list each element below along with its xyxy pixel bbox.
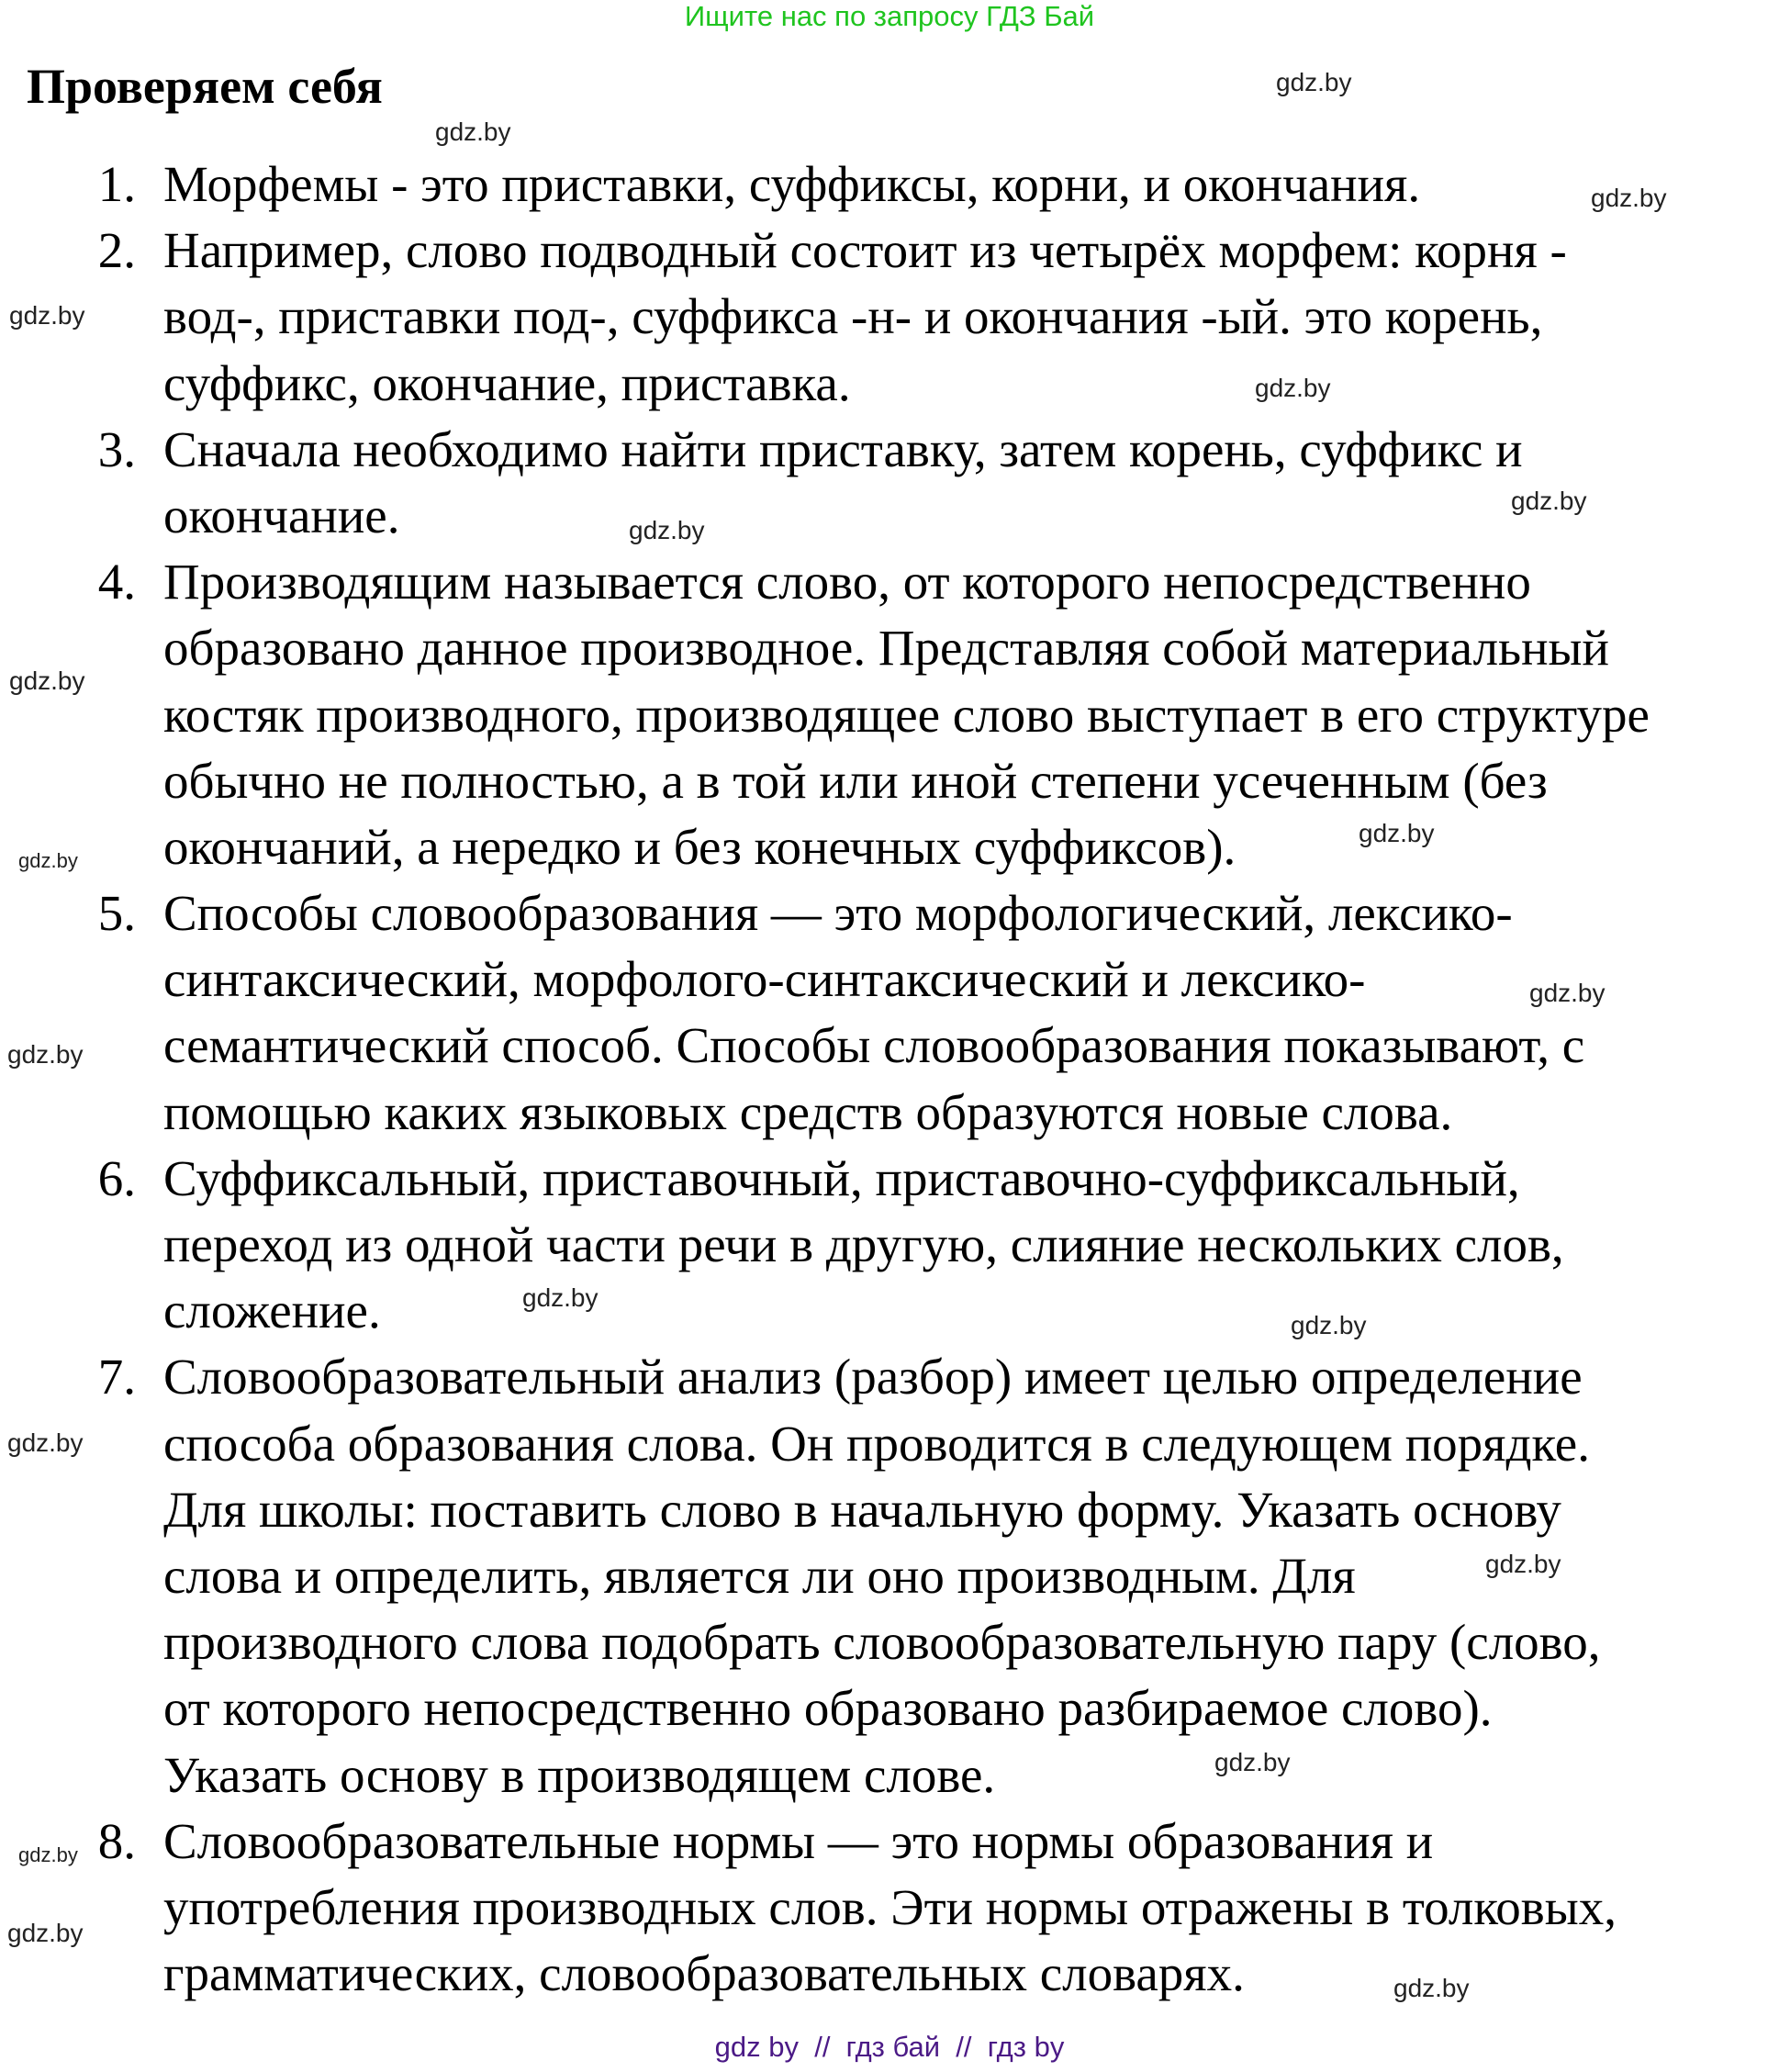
watermark: gdz.by — [1485, 1550, 1561, 1578]
watermark: gdz.by — [1291, 1311, 1367, 1339]
answer-line — [0, 1941, 1779, 2007]
item-number: 2. — [97, 222, 136, 279]
answer-line — [0, 1742, 1779, 1809]
answer-text: производного слова подобрать словообразовательную пару (слово, — [163, 1614, 1601, 1671]
watermark: gdz.by — [1276, 68, 1352, 96]
answer-line — [0, 284, 1779, 350]
answer-line — [0, 1278, 1779, 1344]
answer-text: Способы словообразования — это морфологический, лексико- — [163, 885, 1513, 942]
answer-text: суффикс, окончание, приставка. — [163, 354, 851, 411]
watermark: gdz.by — [1591, 184, 1667, 212]
answer-text: окончание. — [163, 487, 400, 543]
answer-text: образовано данное производное. Представляя собой материальный — [163, 620, 1609, 677]
answer-line — [0, 218, 1779, 284]
answer-text: употребления производных слов. Эти нормы отражены в толковых, — [163, 1878, 1617, 1935]
watermark: gdz.by — [435, 118, 511, 146]
answer-line — [0, 1411, 1779, 1477]
answer-text: Например, слово подводный состоит из четырёх морфем: корня - — [163, 222, 1567, 279]
answer-text: Для школы: поставить слово в начальную форму. Указать основу — [163, 1481, 1561, 1538]
page-title: Проверяем себя — [27, 59, 383, 114]
item-number: 1. — [97, 156, 136, 212]
answer-text: Морфемы - это приставки, суффиксы, корни, и окончания. — [163, 156, 1421, 212]
item-number: 3. — [97, 420, 136, 477]
answer-line — [0, 1875, 1779, 1941]
answer-line — [0, 814, 1779, 880]
answer-line — [0, 1675, 1779, 1742]
answer-line — [0, 1013, 1779, 1079]
search-banner: Ищите нас по запросу ГДЗ Бай — [684, 0, 1095, 32]
answer-text: сложение. — [163, 1282, 381, 1339]
answer-line — [0, 1212, 1779, 1278]
answer-line — [0, 549, 1779, 615]
answer-text: Указать основу в производящем слове. — [163, 1746, 996, 1803]
answer-text: от которого непосредственно образовано разбираемое слово). — [163, 1680, 1493, 1737]
answer-text: слова и определить, является ли оно производным. Для — [163, 1547, 1356, 1604]
answer-line — [0, 151, 1779, 218]
answer-text: Словообразовательные нормы — это нормы образования и — [163, 1812, 1434, 1869]
answer-text: Сначала необходимо найти приставку, затем корень, суффикс и — [163, 420, 1523, 477]
answer-line — [0, 1609, 1779, 1675]
item-number: 7. — [97, 1349, 136, 1406]
watermark: gdz.by — [629, 516, 705, 544]
watermark: gdz.by — [7, 1919, 84, 1947]
watermark: gdz.by — [18, 1843, 78, 1866]
item-number: 5. — [97, 885, 136, 942]
answers-list — [0, 151, 1779, 2007]
answer-line — [0, 1344, 1779, 1410]
watermark: gdz.by — [7, 1428, 84, 1457]
answer-text: синтаксический, морфолого-синтаксический и лексико- — [163, 951, 1366, 1008]
answer-text: способа образования слова. Он проводится в следующем порядке. — [163, 1415, 1590, 1472]
watermark: gdz.by — [7, 1040, 84, 1069]
watermark: gdz.by — [1214, 1748, 1291, 1776]
answer-text: Словообразовательный анализ (разбор) имеет целью определение — [163, 1349, 1583, 1406]
answer-text: вод-, приставки под-, суффикса -н- и окончания -ый. это корень, — [163, 288, 1543, 345]
watermark: gdz.by — [1529, 979, 1606, 1007]
answer-line — [0, 417, 1779, 483]
answer-line — [0, 682, 1779, 748]
answer-line — [0, 1080, 1779, 1146]
answer-line — [0, 615, 1779, 681]
watermark: gdz.by — [1393, 1974, 1470, 2002]
answer-text: обычно не полностью, а в той или иной степени усеченным (без — [163, 752, 1548, 809]
answer-text: семантический способ. Способы словообразования показывают, с — [163, 1017, 1585, 1074]
footer-banner: gdz by // гдз бай // гдз by — [714, 2031, 1065, 2063]
answer-line — [0, 1477, 1779, 1543]
watermark: gdz.by — [1511, 487, 1587, 515]
answer-line — [0, 880, 1779, 946]
item-number: 6. — [97, 1149, 136, 1206]
watermark: gdz.by — [1359, 819, 1435, 847]
answer-line — [0, 946, 1779, 1013]
watermark: gdz.by — [18, 849, 78, 872]
answer-text: окончаний, а нередко и без конечных суффиксов). — [163, 818, 1236, 875]
answer-text: грамматических, словообразовательных словарях. — [163, 1945, 1245, 2002]
answer-text: Суффиксальный, приставочный, приставочно-суффиксальный, — [163, 1149, 1520, 1206]
answer-text: переход из одной части речи в другую, слияние нескольких слов, — [163, 1216, 1564, 1272]
item-number: 8. — [97, 1812, 136, 1869]
answer-text: Производящим называется слово, от которого непосредственно — [163, 554, 1531, 610]
watermark: gdz.by — [9, 301, 85, 330]
answer-line — [0, 748, 1779, 814]
watermark: gdz.by — [9, 666, 85, 695]
watermark: gdz.by — [1255, 374, 1331, 402]
answer-line — [0, 351, 1779, 417]
answer-line — [0, 1809, 1779, 1875]
item-number: 4. — [97, 554, 136, 610]
answer-text: помощью каких языковых средств образуются новые слова. — [163, 1083, 1453, 1140]
watermark: gdz.by — [522, 1283, 599, 1312]
answer-text: костяк производного, производящее слово выступает в его структуре — [163, 686, 1650, 743]
answer-line — [0, 1146, 1779, 1212]
